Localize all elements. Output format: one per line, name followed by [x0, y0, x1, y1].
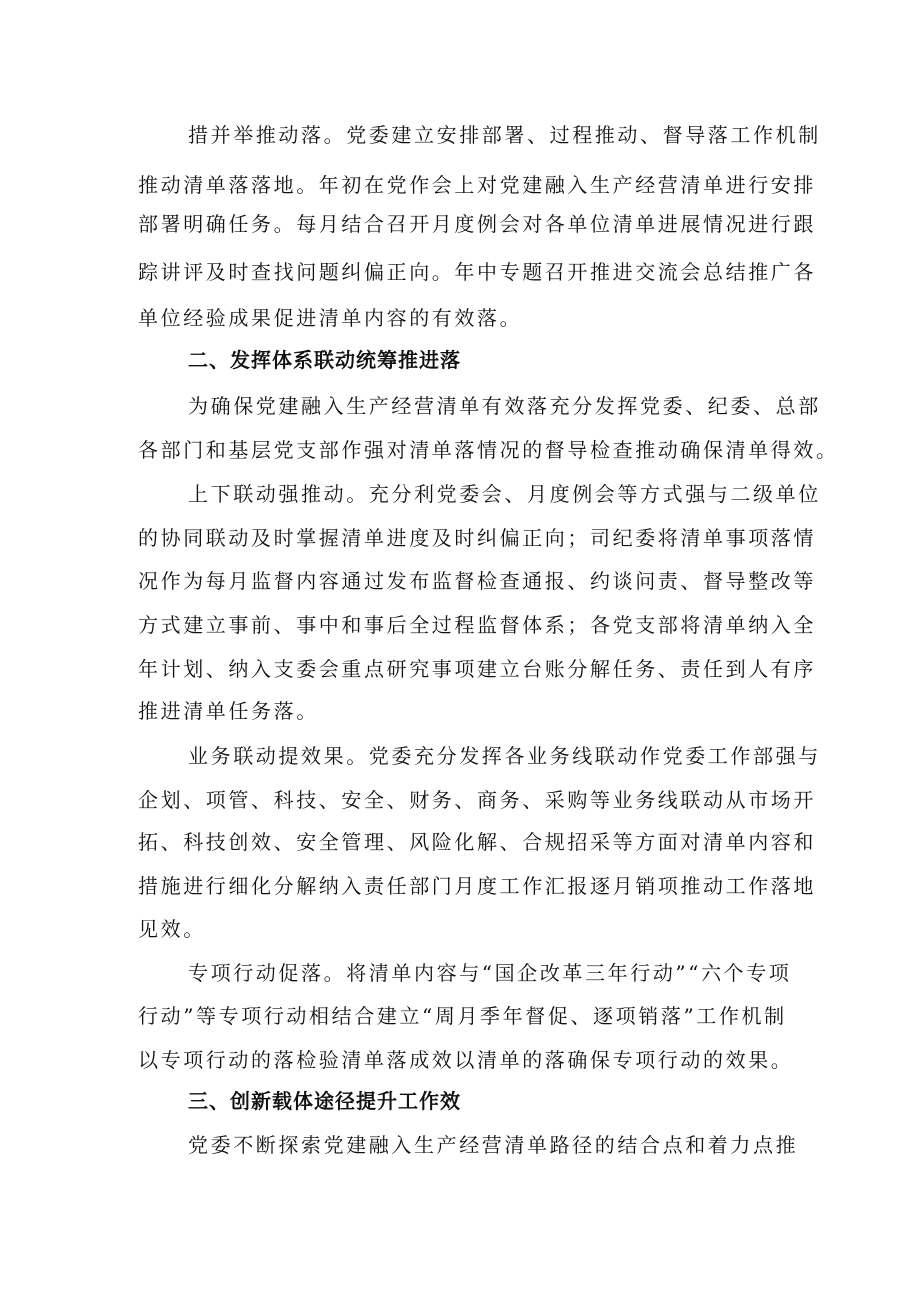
section-heading-3: 三、创新载体途径提升工作效	[188, 1089, 461, 1113]
paragraph-line: 企划、项管、科技、安全、财务、商务、采购等业务线联动从市场开	[138, 788, 816, 812]
paragraph-line: 推进清单任务落。	[138, 699, 319, 723]
paragraph-line: 各部门和基层党支部作强对清单落情况的督导检查推动确保清单得效。	[138, 438, 839, 462]
paragraph-line: 况作为每月监督内容通过发布监督检查通报、约谈问责、督导整改等	[138, 569, 816, 593]
paragraph-line: 踪讲评及时查找问题纠偏正向。年中专题召开推进交流会总结推广各	[138, 260, 816, 284]
paragraph-line: 措施进行细化分解纳入责任部门月度工作汇报逐月销项推动工作落地	[138, 874, 816, 898]
paragraph-line: 措并举推动落。党委建立安排部署、过程推动、督导落工作机制	[188, 123, 821, 147]
paragraph-line: 单位经验成果促进清单内容的有效落。	[138, 306, 523, 330]
paragraph-line: 部署明确任务。每月结合召开月度例会对各单位清单进展情况进行跟	[138, 212, 816, 236]
paragraph-line: 推动清单落落地。年初在党作会上对党建融入生产经营清单进行安排	[138, 173, 816, 197]
section-heading-2: 二、发挥体系联动统筹推进落	[188, 348, 461, 372]
paragraph-line: 的协同联动及时掌握清单进度及时纠偏正向；司纪委将清单事项落情	[138, 526, 816, 550]
paragraph-line: 方式建立事前、事中和事后全过程监督体系；各党支部将清单纳入全	[138, 613, 816, 637]
paragraph-line: 专项行动促落。将清单内容与“国企改革三年行动”“六个专项	[188, 961, 792, 985]
paragraph-line: 年计划、纳入支委会重点研究事项建立台账分解任务、责任到人有序	[138, 657, 816, 681]
paragraph-line: 以专项行动的落检验清单落成效以清单的落确保专项行动的效果。	[138, 1048, 794, 1072]
paragraph-line: 上下联动强推动。充分利党委会、月度例会等方式强与二级单位	[188, 482, 821, 506]
paragraph-line: 拓、科技创效、安全管理、风险化解、合规招采等方面对清单内容和	[138, 830, 816, 854]
paragraph-line: 为确保党建融入生产经营清单有效落充分发挥党委、纪委、总部	[188, 394, 821, 418]
paragraph-line: 见效。	[138, 917, 206, 941]
paragraph-line: 行动”等专项行动相结合建立“周月季年督促、逐项销落”工作机制	[138, 1004, 787, 1028]
paragraph-line: 党委不断探索党建融入生产经营清单路径的结合点和着力点推	[188, 1133, 799, 1157]
paragraph-line: 业务联动提效果。党委充分发挥各业务线联动作党委工作部强与	[188, 744, 821, 768]
